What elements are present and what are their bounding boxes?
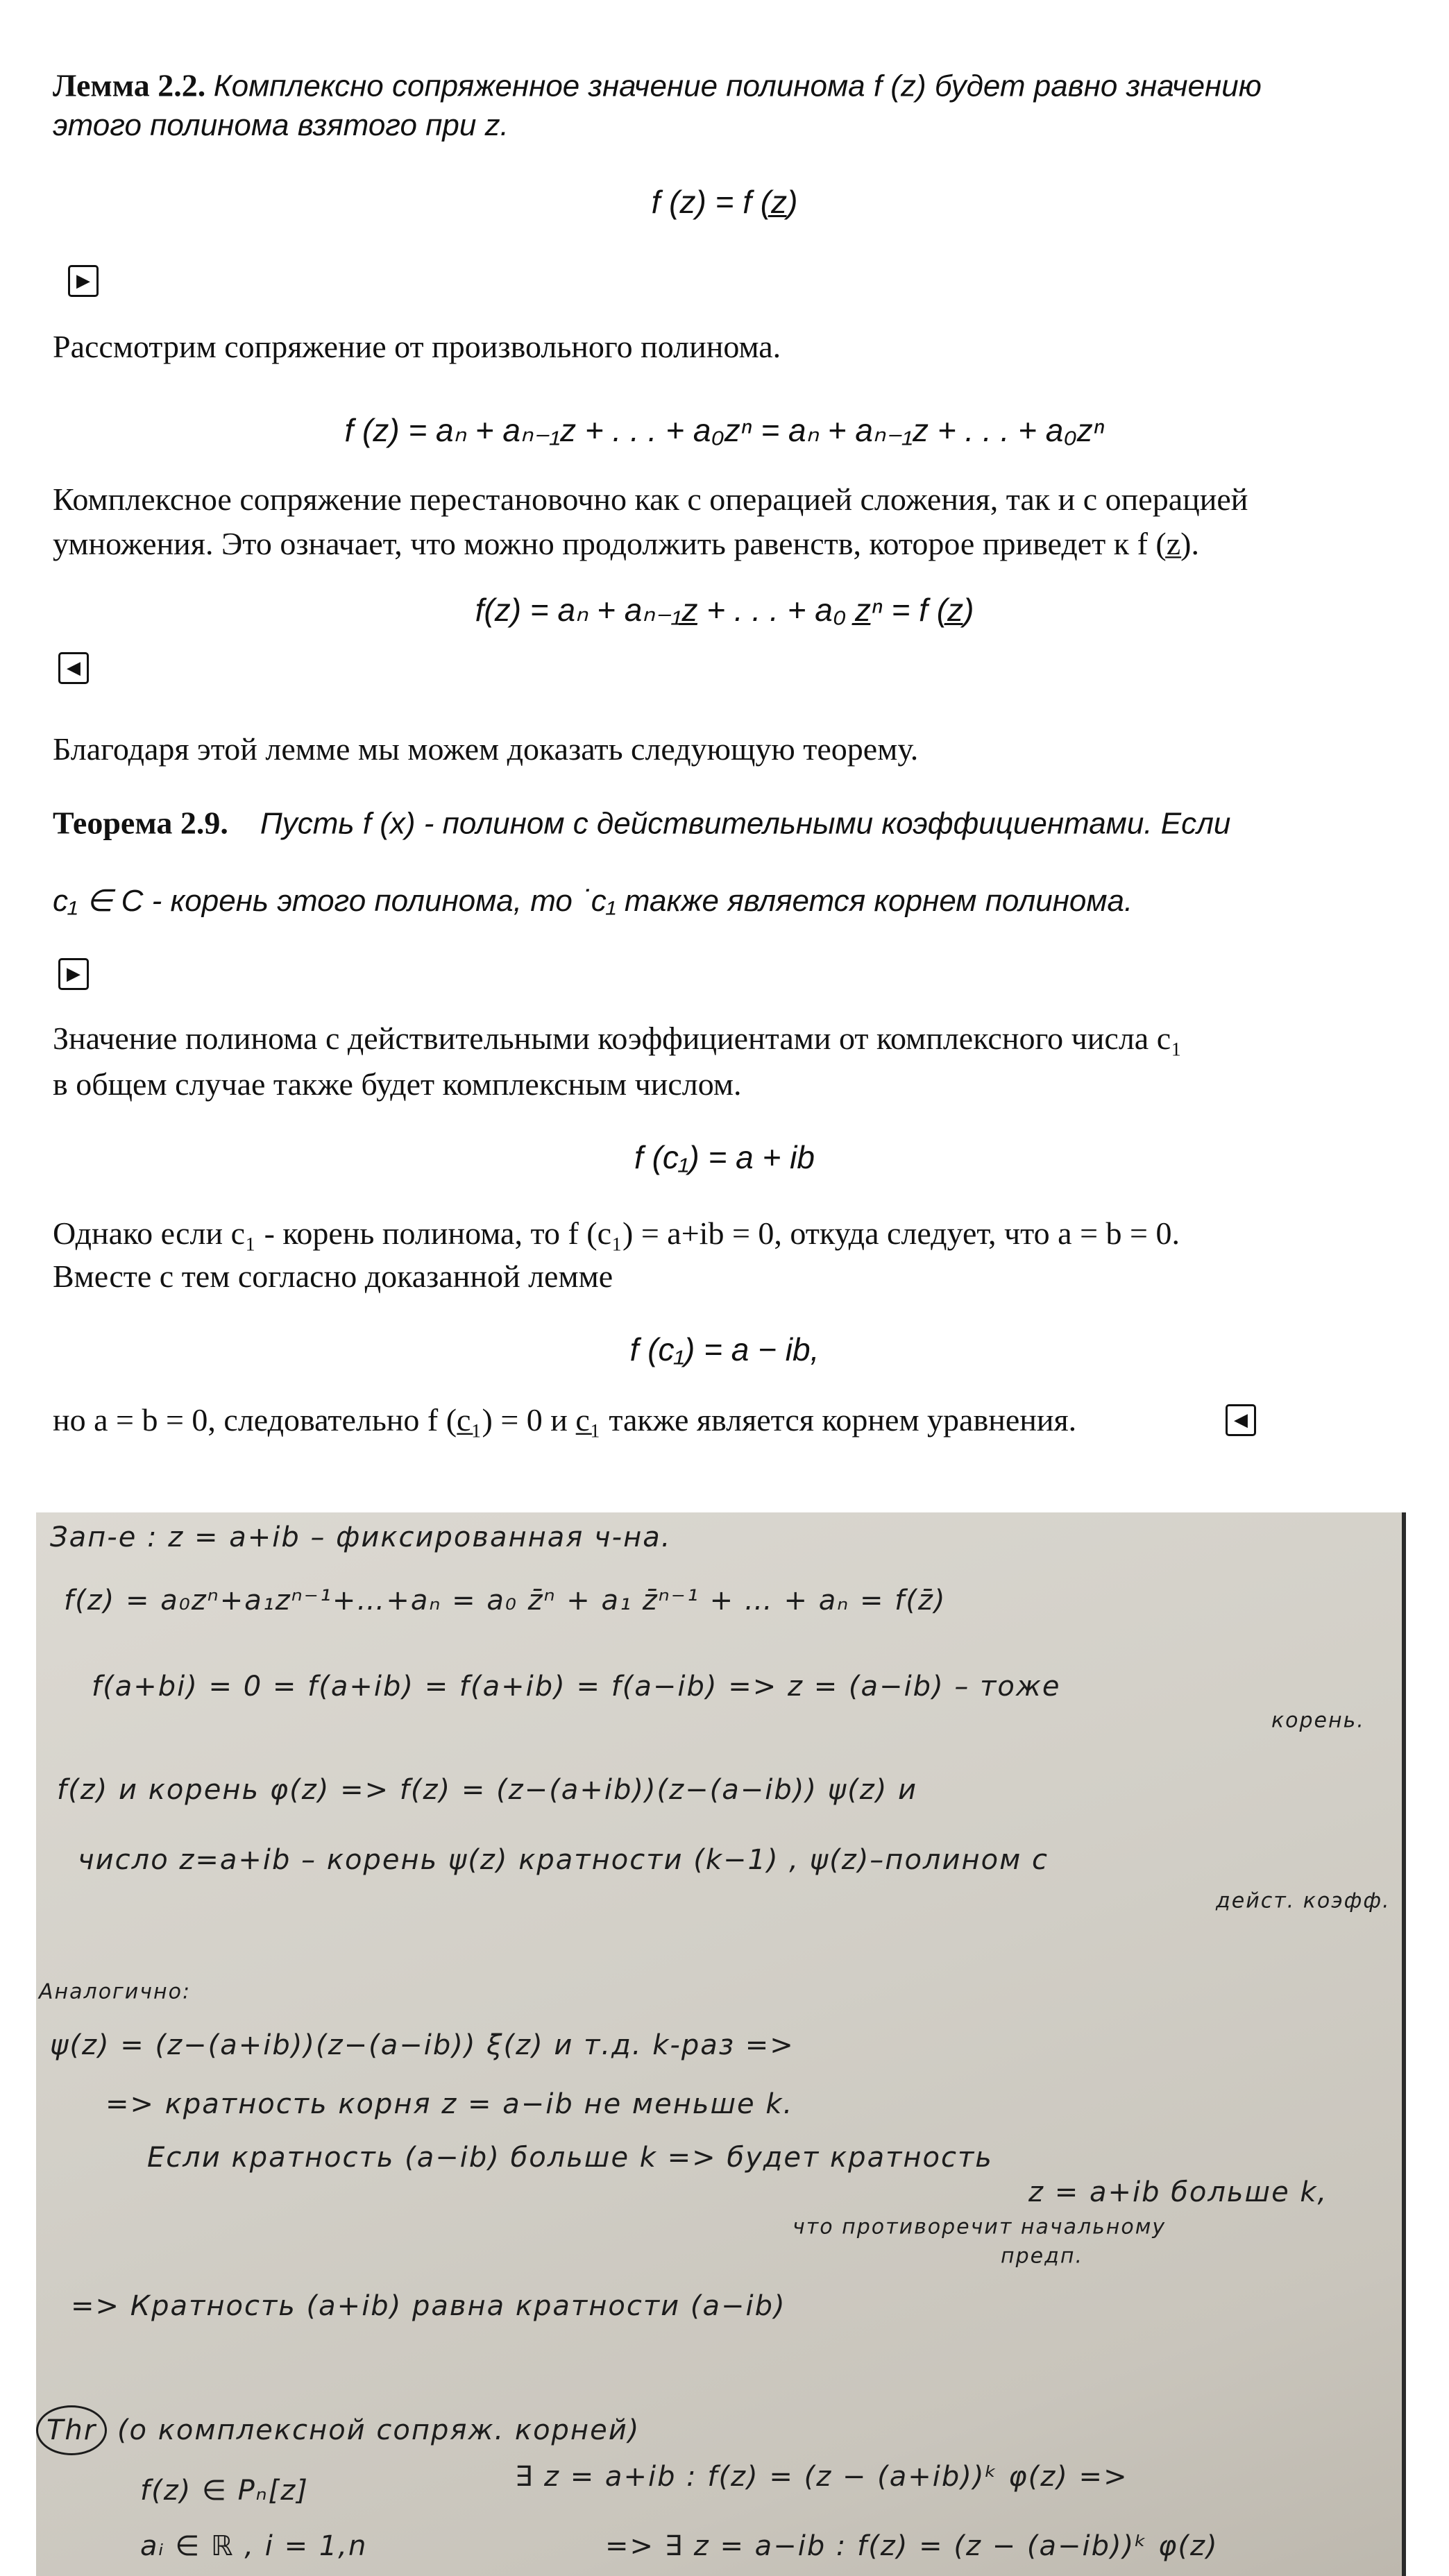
note-line: предп.	[1001, 2244, 1084, 2269]
theorem-heading	[53, 804, 1230, 844]
note-line: f(z) = a₀zⁿ+a₁zⁿ⁻¹+…+aₙ = a₀ z̄ⁿ + a₁ z̄ⁿ⁻¹ + … + aₙ = f(z̄)	[64, 1585, 947, 1617]
handwritten-notes-photo	[36, 1512, 1406, 2576]
note-line: что противоречит начальному	[793, 2215, 1167, 2240]
note-line: Аналогично:	[39, 1979, 192, 2004]
lemma-label: Лемма 2.2.	[53, 67, 206, 103]
note-line: число z=a+ib – корень ψ(z) кратности (k−1) , ψ(z)–полином с	[78, 1844, 1049, 1876]
lemma-text-2: этого полинома взятого при z.	[53, 108, 509, 142]
note-line: aᵢ ∈ ℝ , i = 1,n	[140, 2530, 368, 2562]
paragraph	[53, 1401, 1076, 1440]
note-line: ∃ z = a+ib : f(z) = (z − (a+ib))ᵏ φ(z) =>	[515, 2461, 1128, 2493]
note-line: => ∃ z = a−ib : f(z) = (z − (a−ib))ᵏ φ(z)	[605, 2530, 1219, 2562]
formula: f (c₁) = a + ib	[634, 1139, 815, 1175]
collapse-proof-button[interactable]: ◀	[58, 652, 89, 684]
paragraph: Благодаря этой лемме мы можем доказать следующую теорему.	[53, 731, 919, 767]
note-line: f(z) ∈ Pₙ[z]	[140, 2475, 309, 2507]
expand-proof-button[interactable]: ▶	[68, 265, 99, 297]
note-line: ψ(z) = (z−(a+ib))(z−(a−ib)) ξ(z) и т.д. k-раз =>	[50, 2029, 795, 2061]
paragraph: Вместе с тем согласно доказанной лемме	[53, 1259, 613, 1294]
note-line: Зап-е : z = a+ib – фиксированная ч-на.	[50, 1521, 672, 1553]
note-line: f(z) и корень φ(z) => f(z) = (z−(a+ib))(z−(a−ib)) ψ(z) и	[57, 1774, 918, 1806]
paragraph: умножения. Это означает, что можно продолжить равенств, которое приведет к f (z̲).	[53, 526, 1199, 561]
note-line: => кратность корня z = a−ib не меньше k.	[105, 2088, 794, 2120]
lemma-formula: f (z) = f (z̲)	[651, 184, 798, 220]
note-line: Если кратность (a−ib) больше k => будет кратность	[147, 2142, 993, 2174]
note-line: z = a+ib больше k,	[1028, 2176, 1328, 2208]
lemma-text: Комплексно сопряженное значение полинома f (z) будет равно значению	[213, 69, 1262, 103]
theorem-circle-label: Thr	[36, 2405, 107, 2455]
note-line: f(a+bi) = 0 = f(a+ib) = f(a+ib) = f(a−ib) => z = (a−ib) – тоже	[92, 1671, 1061, 1703]
paragraph: в общем случае также будет комплексным числом.	[53, 1066, 742, 1102]
formula: f (z) = aₙ + aₙ₋₁z + . . . + a₀zⁿ = aₙ + aₙ₋₁z + . . . + a₀zⁿ	[344, 412, 1105, 448]
note-text: (о комплексной сопряж. корней)	[117, 2414, 641, 2446]
paragraph: Значение полинома с действительными коэффициентами от комплексного числа c₁	[53, 1021, 1183, 1056]
paragraph: Комплексное сопряжение перестановочно как с операцией сложения, так и с операцией	[53, 481, 1248, 517]
paragraph-text: но a = b = 0, следовательно f (c̲₁) = 0 и c̲₁ также является корнем уравнения.	[53, 1402, 1077, 1438]
theorem-text-2: c₁ ∈ C - корень этого полинома, то ˙c₁ также является корнем полинома.	[53, 884, 1133, 918]
theorem-label: Теорема 2.9.	[53, 805, 228, 841]
theorem-text: Пусть f (x) - полином с действительными коэффициентами. Если	[260, 806, 1231, 841]
paragraph: Рассмотрим сопряжение от произвольного полинома.	[53, 329, 781, 364]
note-line: дейст. коэфф.	[1216, 1888, 1391, 1913]
lemma-heading	[53, 67, 1262, 106]
note-line: => Кратность (a+ib) равна кратности (a−ib)	[71, 2290, 786, 2322]
expand-proof-button[interactable]: ▶	[58, 958, 89, 990]
collapse-proof-button[interactable]: ◀	[1226, 1404, 1256, 1436]
formula: f(z) = aₙ + aₙ₋₁z̲ + . . . + a₀ z̲ⁿ = f (z̲)	[475, 592, 974, 628]
formula: f (c₁) = a − ib,	[629, 1331, 820, 1367]
note-line	[36, 2405, 640, 2455]
paragraph: Однако если c₁ - корень полинома, то f (c₁) = a+ib = 0, откуда следует, что a = b = 0.	[53, 1216, 1180, 1251]
note-line: корень.	[1271, 1708, 1365, 1733]
